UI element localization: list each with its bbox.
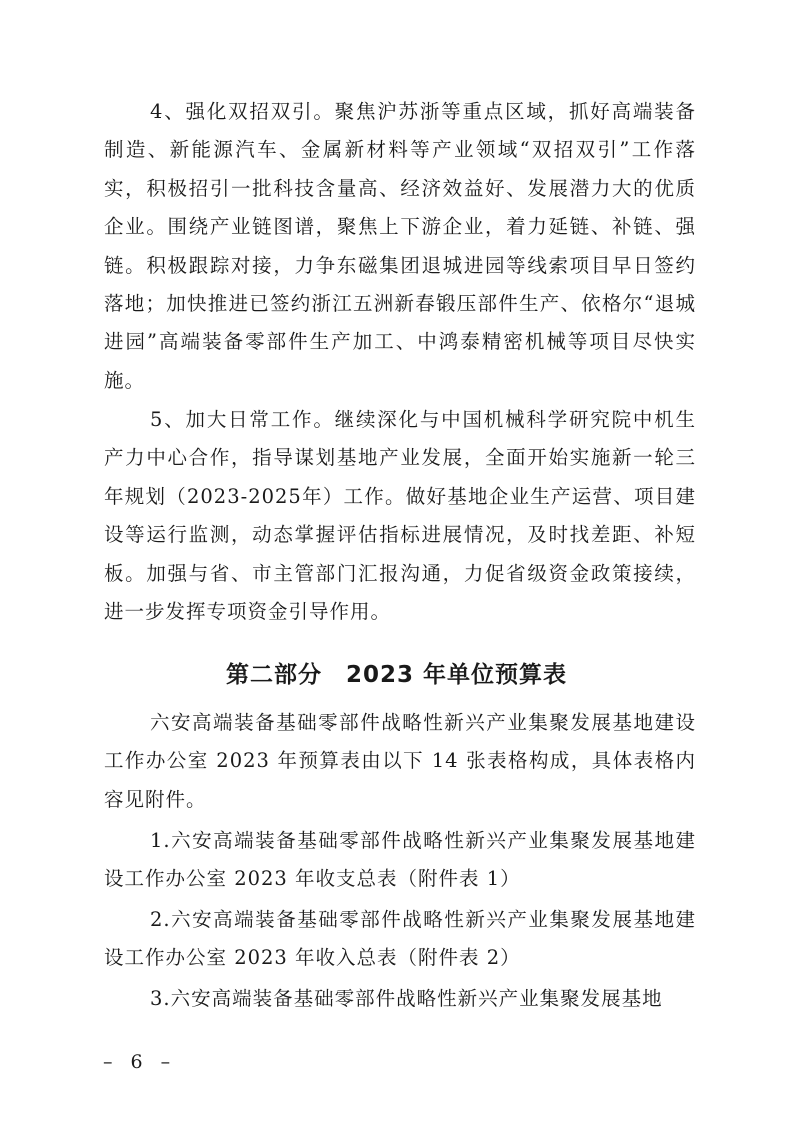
list-item-table-2: 2.六安高端装备基础零部件战略性新兴产业集聚发展基地建设工作办公室 2023 年收入总表（附件表 2） [104, 908, 696, 970]
paragraph-item-5: 5、加大日常工作。继续深化与中国机械科学研究院中机生产力中心合作，指导谋划基地产业发展，全面开始实施新一轮三年规划（2023-2025年）工作。做好基地企业生产运营、项目建设等运行监测，动态掌握评估指标进展情况，及时找差距、补短板。加强与省、市主管部门汇报沟通，力促省级资金政策接续，进一步发挥专项资金引导作用。 [104, 408, 696, 624]
paragraph-intro: 六安高端装备基础零部件战略性新兴产业集聚发展基地建设工作办公室 2023 年预算表由以下 14 张表格构成，具体表格内容见附件。 [104, 711, 696, 811]
list-item-table-1: 1.六安高端装备基础零部件战略性新兴产业集聚发展基地建设工作办公室 2023 年收支总表（附件表 1） [104, 829, 696, 891]
page-number: – 6 – [103, 1051, 177, 1073]
list-item-table-3: 3.六安高端装备基础零部件战略性新兴产业集聚发展基地 [150, 987, 663, 1010]
paragraph-item-4: 4、强化双招双引。聚焦沪苏浙等重点区域，抓好高端装备制造、新能源汽车、金属新材料等产业领域“双招双引”工作落实，积极招引一批科技含量高、经济效益好、发展潜力大的优质企业。围绕产业链图谱，聚焦上下游企业，着力延链、补链、强链。积极跟踪对接，力争东磁集团退城进园等线索项目早日签约落地；加快推进已签约浙江五洲新春锻压部件生产、依格尔“退城进园”高端装备零部件生产加工、中鸿泰精密机械等项目尽快实施。 [104, 100, 696, 392]
section-heading: 第二部分 2023 年单位预算表 [225, 662, 568, 688]
